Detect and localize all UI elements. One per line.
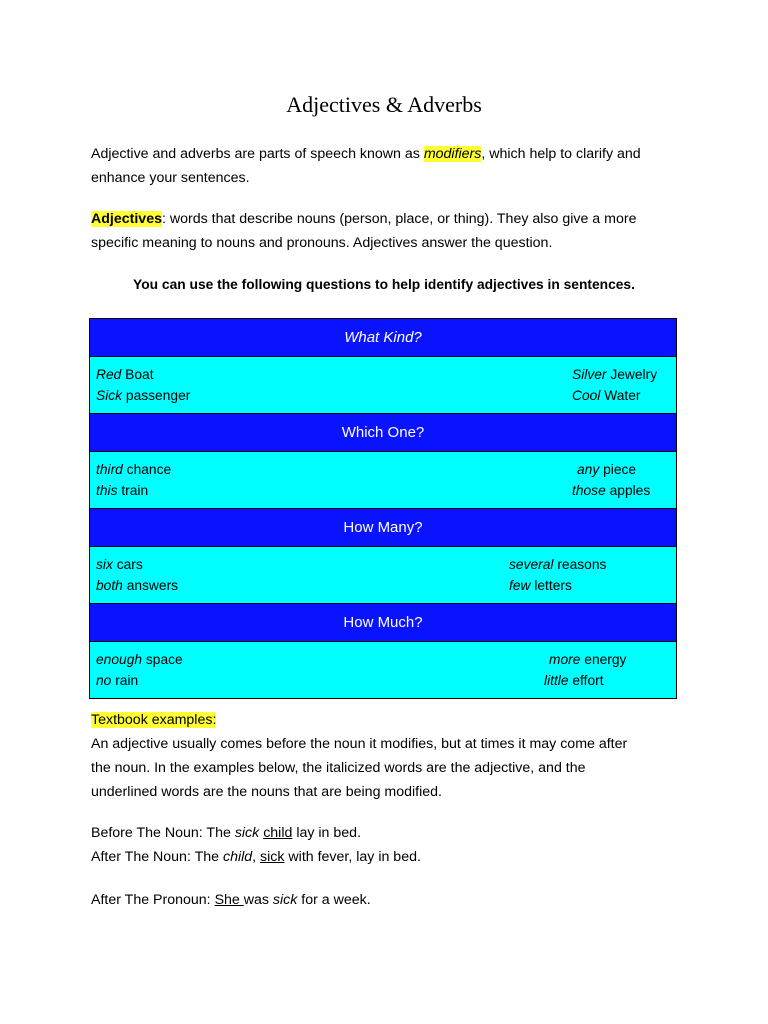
example-left-1 <box>96 459 171 480</box>
adjective-word: more <box>549 652 581 667</box>
noun-word: reasons <box>553 557 607 572</box>
example-left-1 <box>96 554 143 575</box>
adjective-word: sick <box>234 825 260 841</box>
noun-word: Jewelry <box>606 367 658 382</box>
example-before <box>91 825 361 841</box>
modifiers-highlight: modifiers <box>423 146 482 162</box>
textbook-heading: Textbook examples: <box>91 712 217 728</box>
noun-word: effort <box>568 673 604 688</box>
noun-word: piece <box>599 462 637 477</box>
adjectives-def-text: : words that describe nouns (person, place, or thing). They also give a more <box>161 211 637 227</box>
section-body-how-many <box>90 547 676 604</box>
example-left-2 <box>96 385 190 406</box>
section-header-how-much: How Much? <box>90 604 676 642</box>
adjective-word: Cool <box>572 388 601 403</box>
example-text: Before The Noun: The <box>91 825 235 841</box>
noun-word: rain <box>111 673 139 688</box>
noun-word: cars <box>112 557 143 572</box>
adjective-word: sick <box>260 849 285 865</box>
adjective-word: this <box>96 483 118 498</box>
example-text: with fever, lay in bed. <box>284 849 421 865</box>
adjective-word: few <box>509 578 531 593</box>
adjective-questions-table <box>89 318 677 699</box>
noun-word: energy <box>580 652 627 667</box>
example-left-2 <box>96 480 148 501</box>
example-right-2 <box>509 575 572 596</box>
adjective-word: six <box>96 557 113 572</box>
adjective-word: little <box>544 673 569 688</box>
noun-word: chance <box>122 462 172 477</box>
noun-word: child <box>263 825 293 841</box>
noun-word: letters <box>530 578 572 593</box>
example-right-1 <box>549 649 626 670</box>
example-left-1 <box>96 364 154 385</box>
textbook-line1: An adjective usually comes before the noun it modifies, but at times it may come after <box>91 736 628 752</box>
intro-text-post: , which help to clarify and <box>481 146 641 162</box>
adjectives-label: Adjectives <box>91 211 162 227</box>
textbook-line3: underlined words are the nouns that are being modified. <box>91 784 442 800</box>
adjective-word: several <box>509 557 554 572</box>
adjectives-def-line2: specific meaning to nouns and pronouns. Adjectives answer the question. <box>91 235 553 251</box>
noun-word: Boat <box>121 367 154 382</box>
noun-word: child <box>222 849 253 865</box>
example-text: After The Noun: The <box>91 849 223 865</box>
example-right-1 <box>509 554 606 575</box>
section-header-what-kind: What Kind? <box>90 319 676 357</box>
noun-word: passenger <box>122 388 191 403</box>
page-title: Adjectives & Adverbs <box>286 92 482 117</box>
adjectives-definition <box>91 207 681 255</box>
noun-word: apples <box>605 483 651 498</box>
section-body-what-kind <box>90 357 676 414</box>
adjective-word: third <box>96 462 123 477</box>
adjective-word: sick <box>272 892 298 908</box>
section-header-how-many: How Many? <box>90 509 676 547</box>
adjective-word: Red <box>96 367 122 382</box>
adjective-word: Sick <box>96 388 123 403</box>
section-body-which-one <box>90 452 676 509</box>
example-left-2 <box>96 670 138 691</box>
adjective-word: enough <box>96 652 143 667</box>
noun-word: train <box>117 483 149 498</box>
intro-text-line2: enhance your sentences. <box>91 170 250 186</box>
example-left-1 <box>96 649 183 670</box>
questions-note: You can use the following questions to help identify adjectives in sentences. <box>133 277 635 292</box>
example-text: , <box>252 849 261 865</box>
intro-paragraph <box>91 142 681 190</box>
example-right-1 <box>572 364 657 385</box>
example-right-2 <box>572 480 650 501</box>
example-right-1 <box>577 459 636 480</box>
example-text: was <box>243 892 273 908</box>
example-after <box>91 849 421 865</box>
section-header-which-one: Which One? <box>90 414 676 452</box>
example-right-2 <box>572 385 641 406</box>
adjective-word: those <box>572 483 606 498</box>
adjective-word: any <box>577 462 600 477</box>
example-left-2 <box>96 575 178 596</box>
noun-word: space <box>142 652 183 667</box>
adjective-word: both <box>96 578 123 593</box>
adjective-word: Silver <box>572 367 607 382</box>
example-text: lay in bed. <box>292 825 362 841</box>
pronoun-word: She <box>214 892 244 908</box>
example-text: After The Pronoun: <box>91 892 215 908</box>
noun-word: Water <box>600 388 641 403</box>
example-pronoun <box>91 888 681 912</box>
textbook-line2: the noun. In the examples below, the italicized words are the adjective, and the <box>91 760 586 776</box>
adjective-word: no <box>96 673 112 688</box>
textbook-section <box>91 708 681 804</box>
example-text: for a week. <box>297 892 371 908</box>
intro-text: Adjective and adverbs are parts of speech known as <box>91 146 424 162</box>
section-body-how-much <box>90 642 676 698</box>
example-right-2 <box>544 670 604 691</box>
examples-block <box>91 821 681 869</box>
noun-word: answers <box>122 578 179 593</box>
